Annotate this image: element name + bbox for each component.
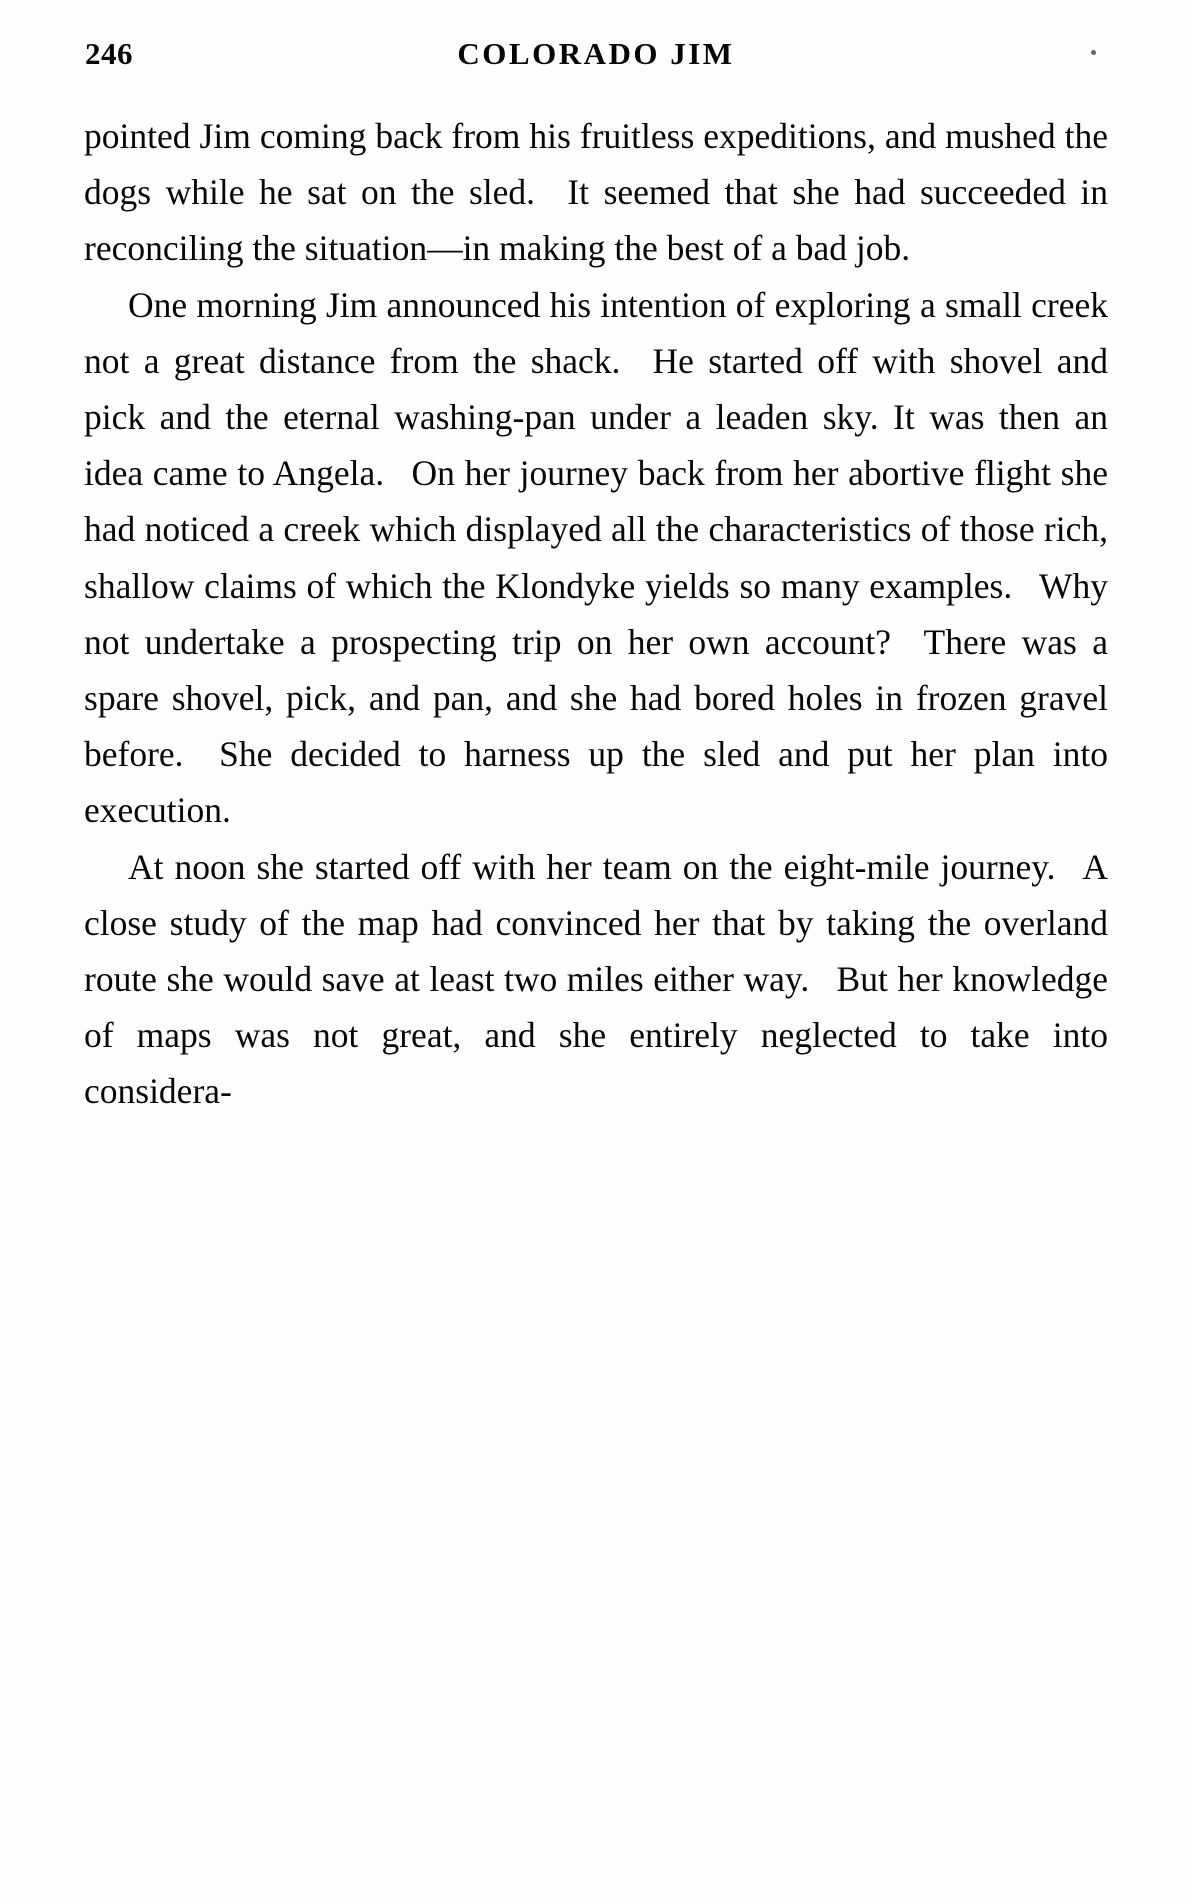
page-number: 246 (85, 36, 133, 71)
running-head-title: COLORADO JIM (457, 36, 735, 71)
paragraph: One morning Jim announced his intention of exploring a small creek not a great distance from the shack. He started off with shovel and pick and the eternal washing-pan under a leaden sky. It was then an idea came to Angela. On her journey back from her abortive flight she had noticed a creek which displayed all the characteristics of those rich, shallow claims of which the Klondyke yields so many examples. Why not undertake a prospecting trip on her own account? There was a spare shovel, pick, and pan, and she had bored holes in frozen gravel before. She decided to harness up the sled and put her plan into execution. (84, 284, 1108, 831)
paragraph: At noon she started off with her team on the eight-mile journey. A close study of the map had convinced her that by taking the overland route she would save at least two miles either way. But her knowledge of maps was not great, and she entirely neglected to take into considera- (84, 846, 1108, 1112)
page-body (84, 108, 1108, 1120)
dot-mark-icon (1091, 50, 1096, 55)
paragraph: pointed Jim coming back from his fruitless expeditions, and mushed the dogs while he sat on the sled. It seemed that she had succeeded in reconciling the situation—in making the best of a bad job. (84, 116, 1108, 269)
page-header (0, 36, 1192, 82)
